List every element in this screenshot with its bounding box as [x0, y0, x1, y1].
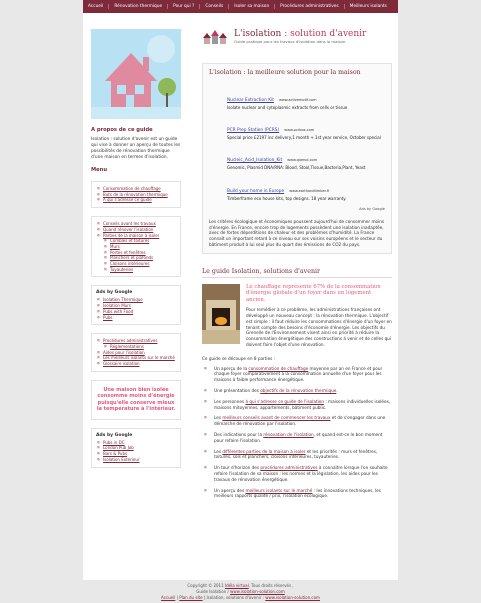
ad-description: Isolate nuclear and cytoplasmic extracts from cells or tissue [227, 105, 348, 110]
nav-meilleurs-isolants[interactable]: Meilleurs isolants [349, 4, 387, 9]
list-item-link[interactable]: consommation de chauffage [248, 365, 309, 371]
menu-subitem-combles[interactable]: ■ Combles et toitures [103, 238, 176, 244]
list-item: ■ Un tour d'horizon des procédures administratives à connaître lorsque l'on souhaite refaire l'isolation de sa maison : les normes et la législation, les aides pour les travaux de rénovation énergétique. [202, 465, 392, 482]
sidebar-ads-1 [91, 285, 181, 325]
ads-by-google-link[interactable]: Ads by Google [359, 206, 385, 211]
house-icon [91, 29, 181, 119]
feature-text: Pour remédier à ce problème, les administrations françaises ont développé un nouveau concept : la rénovation thermique. L'objectif est simple : il faut réduire les consommations d'énergie d'un foyer en tenant compte des besoins d'économie d'énergie. Les objectifs du Grenelle de l'Environnement visent ainsi en priorité à réduire la consommation énergétique des constructions à venir et de celles qui doivent faire l'objet d'une rénovation. [246, 307, 392, 348]
nav-accueil[interactable]: Accueil [83, 4, 109, 9]
feature-text-block [246, 284, 392, 348]
list-item: ■ Un aperçu de la consommation de chauffage moyenne par an en France et pour chaque foyer comparativement à la consommation annuelle d'un foyer pour les maisons à faible performance énergétique. [202, 366, 392, 383]
parts-intro: Ce guide se découpe en 8 parties : [202, 355, 276, 361]
menu-box-3 [91, 333, 181, 372]
ad-title-link[interactable]: Build your home in Europe [227, 188, 285, 194]
menu-item-glossaire[interactable]: ■ Glossaire isolation [96, 361, 176, 367]
section-title: Le guide Isolation, solutions d'avenir [202, 268, 392, 278]
ad-url: www.pcrbox.com [284, 128, 315, 133]
nav-isoler-sa-maison[interactable]: Isoler sa maison [229, 4, 275, 9]
menu-subitem-reglementations[interactable]: ■ Réglementations [103, 344, 176, 350]
content-wrapper [83, 13, 398, 580]
menu-item-consommation[interactable]: ■ Consommation de chauffage [96, 186, 176, 192]
list-item: ■ Les meilleurs conseils avant de commencer les travaux et de s'engager dans une démarche de rénovation par l'isolation. [202, 415, 392, 427]
intro-text: Les critères écologique et économiques poussent aujourd'hui de consommer moins d'énergie. En France, encore trop de logements possèdent une isolation inadaptée, avec de fortes déperditions de chaleur et des problèmes d'humidité. La France connaît un important retard à ce niveau sur ses voisins européens et le secteur du bâtiment produit à lui seul plus du quart des émissions de CO2 du pays. [209, 218, 385, 247]
sidebar [91, 29, 181, 476]
promo-quote: Une maison bien isolée consomme moins d'énergie puisqu'elle conserve mieux la température à l'intérieur. [91, 380, 181, 420]
list-item: ■ Les personnes à qui s'adresse ce guide de l'isolation : maisons individuelles isolées, maisons mitoyennes, appartements, bâtiment public. [202, 399, 392, 411]
ad-url: www.earthandtimber.fi [289, 188, 330, 193]
ads-title: Ads by Google [96, 290, 133, 296]
menu-item-buts[interactable]: ■ Buts de la rénovation thermique [96, 192, 176, 198]
footer-domain-link[interactable]: www.isolation-solution.com [265, 595, 320, 600]
ad-item [227, 146, 385, 170]
footer-guide: Guide Isolation / www.isolation-solution.com [196, 589, 285, 594]
menu-box-1 [91, 181, 181, 208]
ad-description: Timberframe eco house kits, top designs. 18 year warranty. [227, 195, 347, 201]
menu-item-a-qui[interactable]: ■ A qui s'adresse ce guide [96, 197, 176, 203]
list-item: ■ Une présentation des objectifs de la rénovation thermique. [202, 388, 392, 394]
nav-renovation-thermique[interactable]: Rénovation thermique [109, 4, 168, 9]
ad-link[interactable]: ■ Isolation Thermique [96, 297, 176, 303]
menu-item-parties[interactable]: ■ Parties de la maison à isoler [96, 233, 176, 239]
ad-item [227, 116, 385, 140]
sidebar-ads-2 [91, 428, 181, 468]
footer-home-link[interactable]: Accueil [161, 595, 176, 600]
ad-panel [202, 63, 392, 254]
menu-title: Menu [91, 167, 108, 173]
menu-subitem-tuyauteries[interactable]: ■ Tuyauteries [103, 267, 176, 273]
logo-houses-icon [202, 29, 228, 47]
list-item-link[interactable]: à qui s'adresse ce guide de l'isolation [245, 398, 324, 404]
fireplace-photo [202, 284, 240, 344]
ad-description: Special price £2197 inc delivery,1 month + 1st year service, October special [227, 135, 381, 141]
list-item-link[interactable]: rénovation de l'isolation [263, 432, 314, 438]
feature-lead: Le chauffage représente 67% de la consommation d'énergie globale d'un foyer dans un logement ancien. [246, 283, 381, 303]
list-item: ■ Un aperçu des meilleurs isolants sur le marché : les innovations techniques, les meilleurs rapports qualité / prix, l'isolation écologique. [202, 488, 392, 500]
nav-pour-qui[interactable]: Pour qui ? [168, 4, 200, 9]
list-item: ■ Les différentes parties de la maison à isoler et les priorités : murs et fenêtres, toitures, sols et planchers, cloisons intérieures, tuyauteries. [202, 449, 392, 461]
menu-item-procedures[interactable]: ■ Procédures administratives [96, 338, 176, 344]
footer-site-link[interactable]: www.isolation-solution.com [230, 589, 285, 594]
ad-link[interactable]: ■ Bars & Pubs [96, 451, 176, 457]
ads-title: Ads by Google [96, 432, 133, 438]
list-item-link[interactable]: objectifs de la rénovation thermique [260, 388, 337, 394]
menu-item-quand-renover[interactable]: ■ Quand rénover l'isolation [96, 227, 176, 233]
fireplace-icon [202, 284, 240, 344]
parts-list [202, 366, 392, 500]
ad-panel-title: L'isolation : la meilleure solution pour la maison [209, 69, 361, 76]
ad-link[interactable]: ■ Pubs [96, 315, 176, 321]
menu-box-2 [91, 216, 181, 277]
site-subtitle: Guide pratique pour les travaux d'isolation dans la maison. [234, 39, 347, 44]
ad-item [227, 177, 385, 201]
menu-item-aides[interactable]: ■ Aides pour l'isolation [96, 350, 176, 356]
footer-author-link[interactable]: Idéla virtual [224, 583, 249, 588]
menu-subitem-cloisons[interactable]: ■ Cloisons intérieures [103, 261, 176, 267]
ad-title-link[interactable]: Nucleic_Acid_Isolation_Kit [227, 158, 283, 164]
top-navigation [83, 0, 398, 13]
footer-sitemap-link[interactable]: Plan du site [179, 595, 203, 600]
nav-conseils[interactable]: Conseils [200, 4, 229, 9]
house-illustration [91, 29, 181, 119]
about-text: Isolation : solution d'avenir est un guide qui vise à donner un aperçu de toutes les possibilités de rénovation thermique d'une maison en termes d'isolation. [91, 137, 181, 160]
footer-copyright: Copyright © 2011 Idéla virtual, Tous droits réservés , [187, 583, 294, 588]
list-item-link[interactable]: procédures administratives [260, 465, 318, 471]
ad-title-link[interactable]: PCR Prep Station (PCRS) [227, 128, 280, 134]
ad-url: www.qiamol.com [287, 158, 318, 163]
feature-block [202, 284, 392, 348]
footer-links: Accueil | Plan du site | Isolation, solutions d'avenir : www.isolation-solution.com [161, 595, 320, 600]
ad-link[interactable]: ■ Pubs in DC [96, 440, 176, 446]
site-header [202, 29, 392, 47]
ad-description: Genomic, Plasmid DNA/RNA: Blood, Stool,Tissue,Bacteria,Plant, Yeast [227, 165, 366, 171]
menu-subitem-murs[interactable]: ■ Murs [103, 244, 176, 250]
ad-link[interactable]: ■ Isolation Exterieur [96, 457, 176, 463]
list-item-link[interactable]: meilleurs conseils avant de commencer les travaux [222, 415, 331, 421]
nav-procedures[interactable]: Procédures administratives [275, 4, 344, 9]
about-title: A propos de ce guide [91, 127, 153, 133]
main-content [202, 29, 392, 504]
ad-item [227, 86, 385, 110]
ad-link[interactable]: ■ London Pub Job [96, 445, 176, 451]
menu-item-meilleurs-isolants[interactable]: ■ Les meilleurs isolants sur le marché [96, 355, 176, 361]
menu-subitem-planchers[interactable]: ■ Planchers et plafonds [103, 255, 176, 261]
ad-link[interactable]: ■ Isolation Murs [96, 303, 176, 309]
site-title: L'isolation : solution d'avenir [234, 29, 367, 39]
list-item-link[interactable]: meilleurs isolants sur le marché [245, 487, 313, 493]
list-item-link[interactable]: différentes parties de la maison à isoler [222, 448, 306, 454]
menu-item-conseils[interactable]: ■ Conseils avant les travaux [96, 221, 176, 227]
ad-title-link[interactable]: Nuclear Extraction Kit [227, 98, 274, 103]
ad-link[interactable]: ■ Pubs with Food [96, 309, 176, 315]
ad-url: www.activemotif.com [279, 98, 317, 102]
menu-subitem-portes[interactable]: ■ Portes et fenêtres [103, 250, 176, 256]
list-item: ■ Des indications pour la rénovation de l'isolation, et quand est-ce le bon moment pour refaire l'isolation. [202, 432, 392, 444]
